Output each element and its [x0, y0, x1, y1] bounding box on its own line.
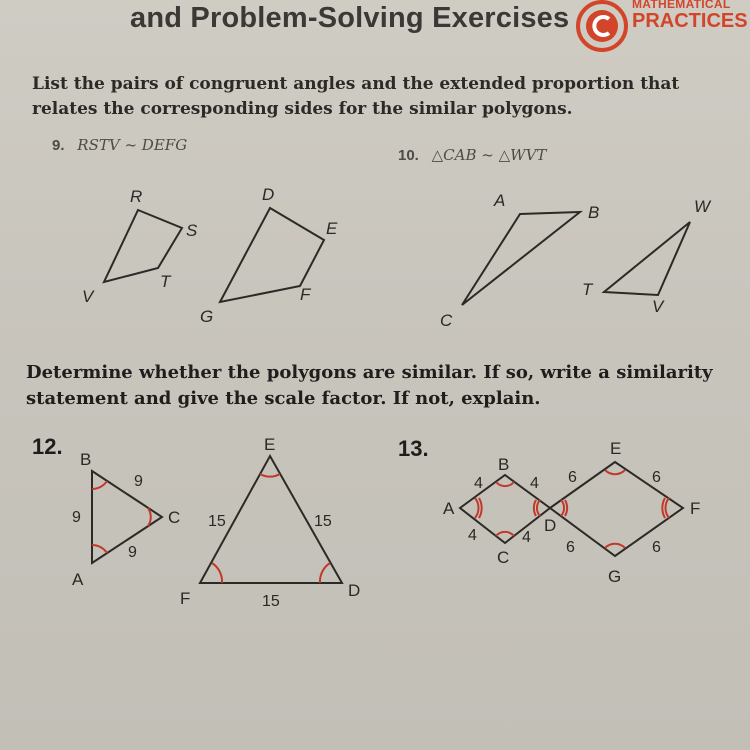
problem-9-statement: RSTV ~ DEFG: [77, 136, 188, 154]
side-ab-13-measure: 4: [474, 475, 483, 492]
problem-10-statement: △CAB ~ △WVT: [431, 146, 547, 164]
label-t2: T: [582, 280, 593, 299]
side-bd-13-measure: 4: [530, 475, 539, 492]
label-b-13: B: [498, 455, 510, 474]
label-v: V: [82, 287, 94, 306]
label-c-13: C: [497, 548, 510, 567]
side-gf-13-measure: 6: [652, 539, 661, 556]
section-title: and Problem-Solving Exercises: [130, 2, 570, 34]
label-c: C: [440, 311, 453, 330]
problem-12-number: 12.: [32, 434, 63, 459]
label-e: E: [326, 219, 338, 238]
label-s: S: [186, 221, 198, 240]
triangle-cab: [462, 212, 580, 305]
problem-10-number: 10.: [398, 147, 419, 164]
label-b-12: B: [80, 450, 92, 469]
label-t: T: [160, 272, 171, 291]
label-a-13: A: [443, 499, 455, 518]
label-w: W: [694, 197, 711, 216]
label-e-13: E: [610, 439, 622, 458]
label-e-12: E: [264, 435, 276, 454]
label-f-12: F: [180, 589, 191, 608]
side-ac-measure: 9: [128, 544, 137, 561]
side-fd-measure: 15: [262, 593, 280, 610]
side-de-13-measure: 6: [568, 469, 577, 486]
label-c-12: C: [168, 508, 181, 527]
label-d: D: [262, 185, 275, 204]
determine-similarity-question: Determine whether the polygons are similar. If so, write a similarity statement and give the scale factor. If not, explain.: [26, 362, 713, 409]
label-d-12: D: [348, 581, 361, 600]
problem-9-figure: [104, 208, 324, 302]
side-ed-measure: 15: [314, 513, 332, 530]
label-f-13: F: [690, 499, 701, 518]
problem-13-number: 13.: [398, 436, 429, 461]
logo-line-2: PRACTICES: [632, 10, 748, 32]
label-g: G: [200, 307, 214, 326]
side-ef-13-measure: 6: [652, 469, 661, 486]
label-a: A: [494, 191, 506, 210]
label-v2: V: [652, 297, 664, 316]
label-a-12: A: [72, 570, 84, 589]
label-d-13: D: [544, 516, 557, 535]
label-b: B: [588, 203, 600, 222]
logo-line-1: MATHEMATICAL: [632, 0, 731, 11]
side-ac-13-measure: 4: [468, 527, 477, 544]
triangle-wvt: [604, 222, 690, 295]
side-ef-measure: 15: [208, 513, 226, 530]
label-g-13: G: [608, 567, 622, 586]
side-cd-13-measure: 4: [522, 529, 531, 546]
side-dg-13-measure: 6: [566, 539, 575, 556]
problem-9-number: 9.: [52, 137, 65, 154]
problem-10-figure: [462, 212, 690, 305]
label-f: F: [300, 285, 311, 304]
side-bc-measure: 9: [134, 473, 143, 490]
side-ab-measure: 9: [72, 509, 81, 526]
instructions-text: List the pairs of congruent angles and the extended proportion that relates the corresponding sides for the similar polygons.: [32, 74, 680, 119]
label-r: R: [130, 187, 143, 206]
